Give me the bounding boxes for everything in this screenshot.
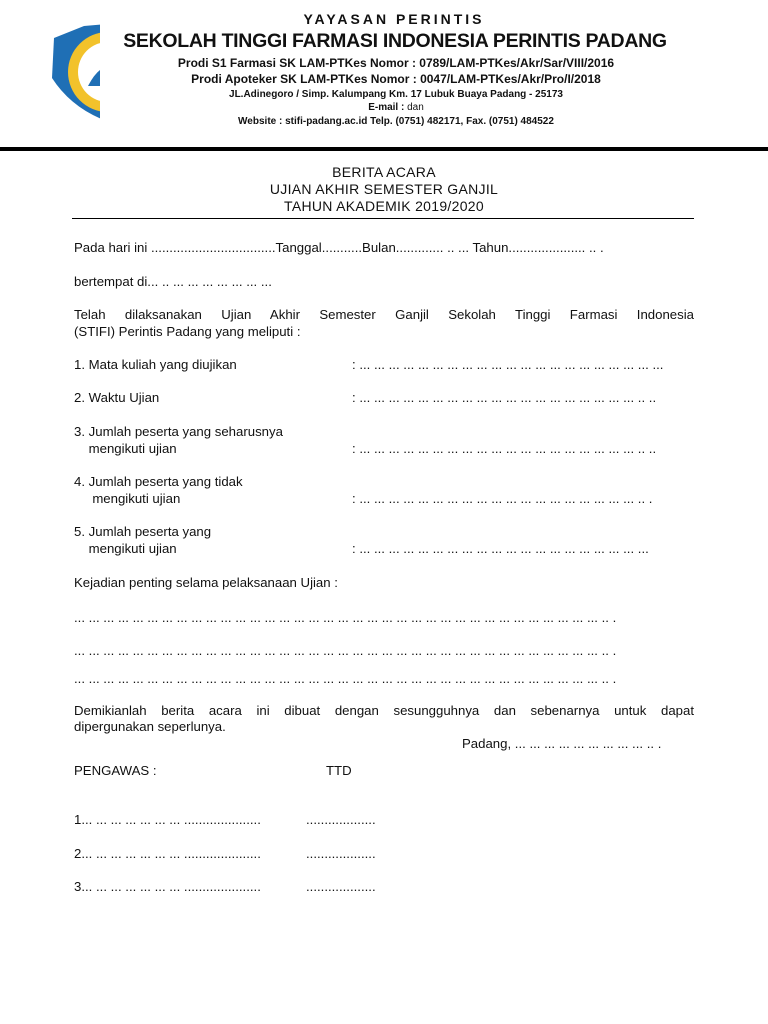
website-line: Website : stifi-padang.ac.id Telp. (0751) 482171, Fax. (0751) 484522 [238,116,554,127]
item-label-cont: mengikuti ujian [74,541,177,556]
accreditation-apoteker: Prodi Apoteker SK LAM-PTKes Nomor : 0047/LAM-PTKes/Akr/Pro/I/2018 [191,72,601,86]
signer-name: 2... ... ... ... ... ... ... ..................... [74,846,261,861]
signer-name: 3... ... ... ... ... ... ... ..................... [74,879,261,894]
item-label: 5. Jumlah peserta yang [74,524,212,539]
item-label: 4. Jumlah peserta yang tidak [74,474,243,489]
letterhead-divider [0,147,768,151]
place-line: bertempat di... .. ... ... ... ... ... ... ... [74,274,272,289]
doc-title: BERITA ACARA [332,164,436,180]
email-label: E-mail : [368,102,405,113]
item-value: : ... ... ... ... ... ... ... ... ... ... ... ... ... ... ... ... ... ... ... .. .. [352,390,657,405]
doc-subtitle: UJIAN AKHIR SEMESTER GANJIL [269,181,499,197]
item-value: : ... ... ... ... ... ... ... ... ... ... ... ... ... ... ... ... ... ... ... ... [352,541,649,556]
closing-line-1: Demikianlah berita acara ini dibuat dengan sesungguhnya dan sebenarnya untuk dapat [74,703,694,718]
supervisor-label: PENGAWAS : [74,763,157,778]
closing-line-2: dipergunakan seperlunya. [74,719,226,734]
school-address: JL.Adinegoro / Simp. Kalumpang Km. 17 Lubuk Buaya Padang - 25173 [229,89,563,100]
item-value: : ... ... ... ... ... ... ... ... ... ... ... ... ... ... ... ... ... ... ... .. . [352,491,653,506]
incident-line: ... ... ... ... ... ... ... ... ... ... ... ... ... ... ... ... ... ... ... ... ... ... ... ... ... ... ... ... ... ... ... ... ... ... ... ... .. . [74,610,617,625]
signer-name: 1... ... ... ... ... ... ... ..................... [74,812,261,827]
academic-year: TAHUN AKADEMIK 2019/2020 [284,198,484,214]
email-value: dan [407,102,424,113]
intro-line-2: (STIFI) Perintis Padang yang meliputi : [74,324,301,339]
incident-line: ... ... ... ... ... ... ... ... ... ... ... ... ... ... ... ... ... ... ... ... ... ... ... ... ... ... ... ... ... ... ... ... ... ... ... ... .. . [74,671,617,686]
signature-label: TTD [326,763,352,778]
item-label: 1. Mata kuliah yang diujikan [74,357,237,372]
item-label-cont: mengikuti ujian [74,441,177,456]
intro-line-1: Telah dilaksanakan Ujian Akhir Semester Ganjil Sekolah Tinggi Farmasi Indonesia [74,307,694,322]
incident-line: ... ... ... ... ... ... ... ... ... ... ... ... ... ... ... ... ... ... ... ... ... ... ... ... ... ... ... ... ... ... ... ... ... ... ... ... .. . [74,643,617,658]
item-label: 2. Waktu Ujian [74,390,160,405]
incident-label: Kejadian penting selama pelaksanaan Ujian : [74,575,338,590]
item-label: 3. Jumlah peserta yang seharusnya [74,424,283,439]
signer-sign: ................... [306,846,376,861]
title-divider [72,218,694,219]
item-label-cont: mengikuti ujian [74,491,181,506]
school-name: SEKOLAH TINGGI FARMASI INDONESIA PERINTIS PADANG [123,30,667,52]
date-line: Pada hari ini ..................................Tanggal...........Bulan............. .. ... Tahun..................... .. . [74,240,604,255]
signer-sign: ................... [306,879,376,894]
place-date: Padang, ... ... ... ... ... ... ... ... ... .. . [462,736,662,751]
item-value: : ... ... ... ... ... ... ... ... ... ... ... ... ... ... ... ... ... ... ... .. .. [352,441,657,456]
foundation-name: YAYASAN PERINTIS [303,11,485,27]
item-value: : ... ... ... ... ... ... ... ... ... ... ... ... ... ... ... ... ... ... ... ... ... [352,357,664,372]
signer-sign: ................... [306,812,376,827]
accreditation-s1: Prodi S1 Farmasi SK LAM-PTKes Nomor : 0789/LAM-PTKes/Akr/Sar/VIII/2016 [177,56,615,70]
email-line [0,102,768,113]
